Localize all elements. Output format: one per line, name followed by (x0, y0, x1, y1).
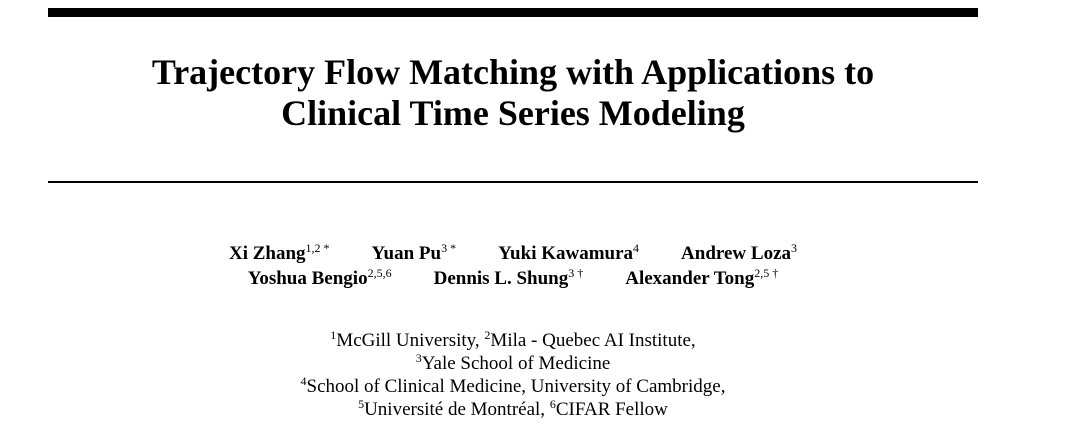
affiliation-text: School of Clinical Medicine, University of Cambridge, (306, 376, 726, 397)
author (625, 267, 778, 292)
affiliation-text: Mila - Quebec AI Institute, (490, 330, 696, 351)
affiliation-number: 6 (549, 397, 556, 411)
author-name: Andrew Loza (681, 243, 792, 264)
affiliation (484, 330, 695, 351)
title-line-2: Clinical Time Series Modeling (281, 93, 745, 133)
author (681, 242, 797, 267)
author-line-1 (48, 242, 978, 267)
affiliation-text: Université de Montréal, (364, 399, 550, 420)
author-name: Xi Zhang (228, 243, 306, 264)
author (498, 242, 639, 267)
affiliation (358, 399, 550, 420)
author-name: Alexander Tong (625, 268, 755, 289)
author-name: Yuan Pu (371, 243, 442, 264)
author-affiliation-marks: 3 * (441, 241, 457, 255)
affiliation-list (48, 330, 978, 422)
title-line-1: Trajectory Flow Matching with Applications to (151, 52, 875, 92)
author-affiliation-marks: 1,2 * (305, 241, 330, 255)
author-name: Yoshua Bengio (247, 268, 368, 289)
affiliation (301, 376, 726, 397)
affiliation-line-1 (48, 330, 978, 353)
author (434, 267, 584, 292)
author-list (48, 242, 978, 292)
affiliation (416, 353, 611, 374)
author (248, 267, 392, 292)
author (229, 242, 330, 267)
author-name: Yuki Kawamura (498, 243, 634, 264)
affiliation (550, 399, 668, 420)
affiliation-text: Yale School of Medicine (421, 353, 611, 374)
affiliation-text: CIFAR Fellow (555, 399, 668, 420)
affiliation-line-3 (48, 376, 978, 399)
affiliation-number: 1 (330, 328, 337, 342)
author-affiliation-marks: 2,5 † (754, 266, 779, 280)
paper-title (48, 52, 978, 134)
affiliation-line-4 (48, 399, 978, 422)
author-affiliation-marks: 3 (791, 241, 798, 255)
author-affiliation-marks: 4 (633, 241, 640, 255)
affiliation-number: 5 (358, 397, 365, 411)
affiliation-number: 2 (484, 328, 491, 342)
author-affiliation-marks: 2,5,6 (367, 266, 392, 280)
bottom-rule (48, 181, 978, 183)
author-line-2 (48, 267, 978, 292)
affiliation-number: 3 (415, 351, 422, 365)
affiliation-line-2 (48, 353, 978, 376)
affiliation-text: McGill University, (336, 330, 485, 351)
affiliation-number: 4 (300, 374, 307, 388)
top-rule (48, 8, 978, 17)
author-name: Dennis L. Shung (433, 268, 569, 289)
affiliation (330, 330, 484, 351)
author-affiliation-marks: 3 † (568, 266, 584, 280)
author (372, 242, 457, 267)
